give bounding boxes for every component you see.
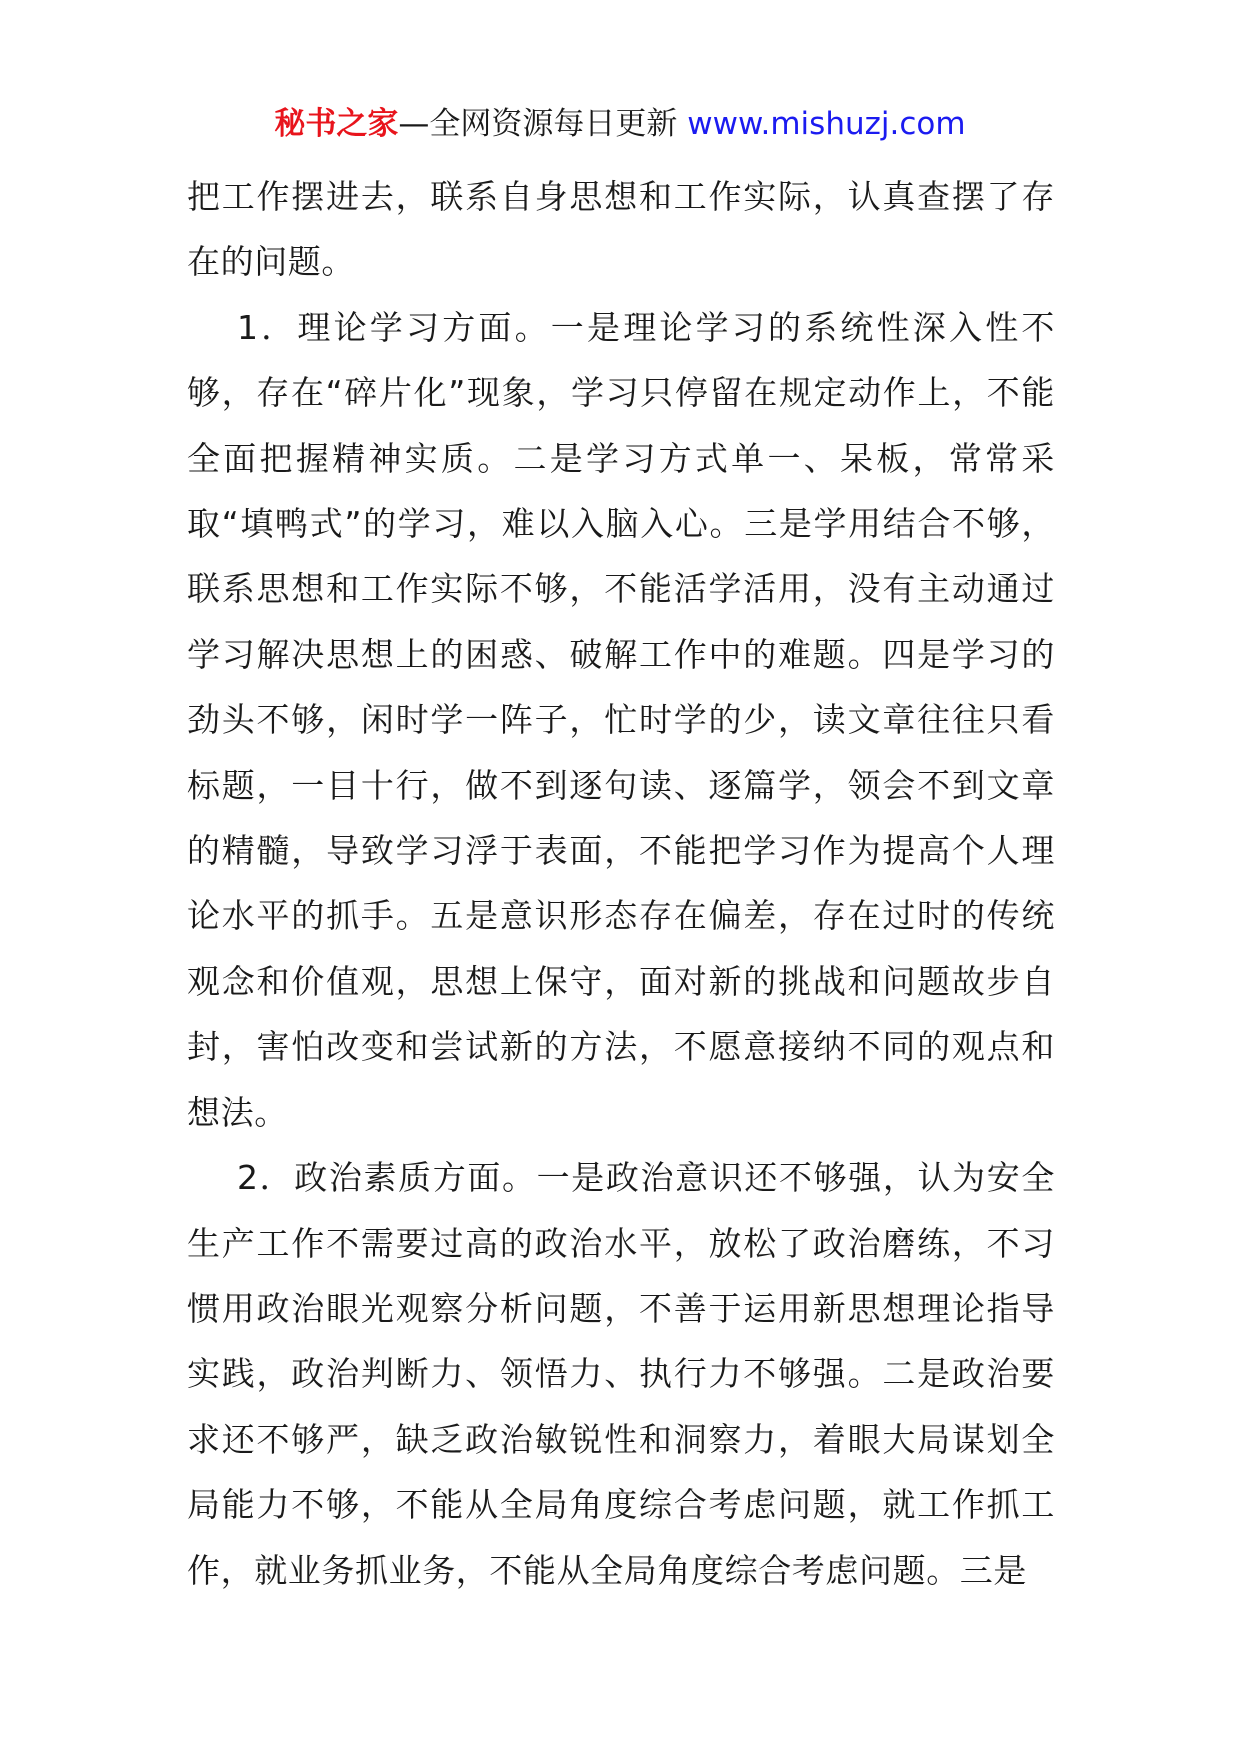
paragraph-theory-study: 1．理论学习方面。一是理论学习的系统性深入性不够，存在“碎片化”现象，学习只停留在规定动作上，不能全面把握精神实质。二是学习方式单一、呆板，常常采取“填鸭式”的学习，难以入脑入心。三是学用结合不够，联系思想和工作实际不够，不能活学活用，没有主动通过学习解决思想上的困惑、破解工作中的难题。四是学习的劲头不够，闲时学一阵子，忙时学的少，读文章往往只看标题，一目十行，做不到逐句读、逐篇学，领会不到文章的精髓，导致学习浮于表面，不能把学习作为提高个人理论水平的抓手。五是意识形态存在偏差，存在过时的传统观念和价值观，思想上保守，面对新的挑战和问题故步自封，害怕改变和尝试新的方法，不愿意接纳不同的观点和想法。 <box>187 307 1055 1132</box>
page-header <box>0 100 1240 148</box>
header-tagline: —全网资源每日更新 <box>398 106 678 142</box>
document-body <box>187 164 1055 1603</box>
website-link[interactable]: www.mishuzj.com <box>687 106 966 142</box>
brand-name: 秘书之家 <box>274 106 399 142</box>
paragraph-continuation: 把工作摆进去，联系自身思想和工作实际，认真查摆了存在的问题。 <box>187 177 1055 282</box>
paragraph-political-quality: 2．政治素质方面。一是政治意识还不够强，认为安全生产工作不需要过高的政治水平，放松了政治磨练，不习惯用政治眼光观察分析问题，不善于运用新思想理论指导实践，政治判断力、领悟力、执行力不够强。二是政治要求还不够严，缺乏政治敏锐性和洞察力，着眼大局谋划全局能力不够，不能从全局角度综合考虑问题，就工作抓工作，就业务抓业务，不能从全局角度综合考虑问题。三是 <box>187 1158 1055 1590</box>
